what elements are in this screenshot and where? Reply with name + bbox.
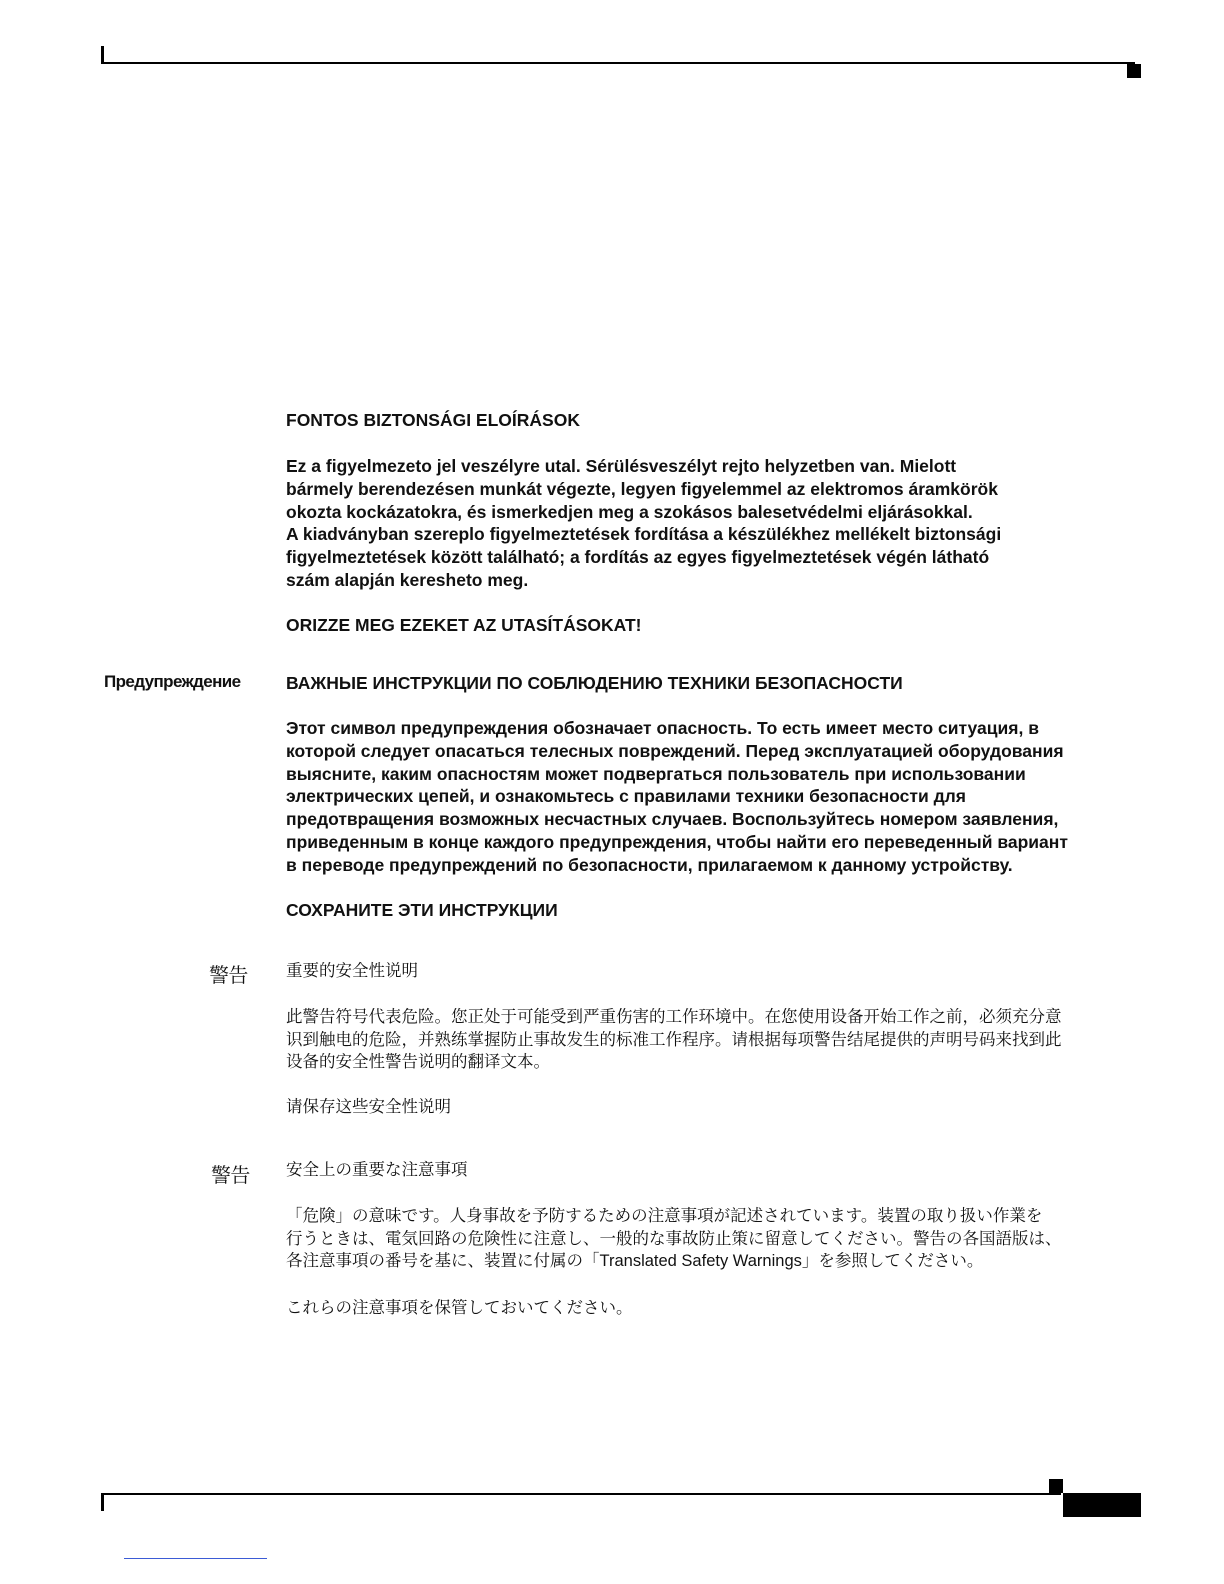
section-hungarian	[286, 409, 1136, 636]
section-japanese	[286, 1159, 1136, 1319]
warning-label-russian: Предупреждение	[104, 672, 241, 691]
body-line: bármely berendezésen munkát végezte, legyen figyelemmel az elektromos áramkörök	[286, 478, 998, 499]
section-footer: 请保存这些安全性说明	[286, 1097, 451, 1116]
page-number-tab	[1063, 1493, 1141, 1517]
body-line: электрических цепей, и ознакомьтесь с правилами техники безопасности для	[286, 786, 967, 807]
body-line: szám alapján kereshetо meg.	[286, 569, 529, 590]
body-line: okozta kockázatokra, és ismerkedjen meg a szokásos balesetvédelmi eljárásokkal.	[286, 501, 973, 522]
header-rule	[101, 62, 1135, 64]
section-footer: これらの注意事項を保管しておいてください。	[286, 1298, 633, 1317]
body-line: приведенным в конце каждого предупреждения, чтобы найти его переведенный вариант	[286, 831, 1068, 852]
body-line: 各注意事項の番号を基に、装置に付属の「Translated Safety Warnings」を参照してください。	[286, 1252, 984, 1270]
section-body	[286, 455, 1136, 592]
body-line: Ez a figyelmezeto jel veszélyre utal. Sérülésveszélyt rejto helyzetben van. Mielott	[286, 456, 957, 476]
section-body	[286, 1205, 1136, 1273]
body-line: 行うときは、電気回路の危険性に注意し、一般的な事故防止策に留意してください。警告の各国語版は、	[286, 1229, 1062, 1248]
section-body	[286, 717, 1136, 877]
body-line: которой следует опасаться телесных повреждений. Перед эксплуатацией оборудования	[286, 740, 1064, 761]
body-line: предотвращения возможных несчастных случаев. Воспользуйтесь номером заявления,	[286, 809, 1059, 830]
warning-label-japanese: 警告	[211, 1165, 250, 1187]
body-line: 「危険」の意味です。人身事故を予防するための注意事項が記述されています。装置の取り扱い作業を	[286, 1207, 1043, 1225]
header-corner-mark	[1127, 64, 1141, 78]
section-footer: СОХРАНИТЕ ЭТИ ИНСТРУКЦИИ	[286, 899, 558, 920]
body-line: в переводе предупреждений по безопасности, прилагаемом к данному устройству.	[286, 854, 1013, 875]
footer-corner-mark	[1049, 1479, 1063, 1493]
body-line: Этот символ предупреждения обозначает опасность. То есть имеет место ситуация, в	[286, 718, 1039, 738]
section-heading: FONTOS BIZTONSÁGI ELOÍRÁSOK	[286, 410, 580, 430]
body-line: figyelmeztetések között található; a fordítás az egyes figyelmeztetések végén látható	[286, 547, 990, 568]
section-body	[286, 1006, 1136, 1074]
warning-label-chinese: 警告	[209, 965, 248, 987]
section-chinese	[286, 960, 1136, 1118]
section-footer: ORIZZE MEG EZEKET AZ UTASÍTÁSOKAT!	[286, 614, 642, 635]
footer-tick-mark	[101, 1493, 104, 1511]
footer-rule	[101, 1493, 1061, 1495]
section-heading: 安全上の重要な注意事項	[286, 1161, 468, 1179]
body-line: A kiadványban szereplo figyelmeztetések fordítása a készülékhez mellékelt biztonsági	[286, 524, 1002, 545]
section-russian	[286, 672, 1136, 921]
body-line: 识到触电的危险，并熟练掌握防止事故发生的标准工作程序。请根据每项警告结尾提供的声明号码来找到此	[286, 1030, 1062, 1049]
body-line: 此警告符号代表危险。您正处于可能受到严重伤害的工作环境中。在您使用设备开始工作之前，必须充分意	[286, 1008, 1062, 1026]
body-line: выясните, каким опасностям может подвергаться пользователь при использовании	[286, 763, 1026, 784]
section-heading: ВАЖНЫЕ ИНСТРУКЦИИ ПО СОБЛЮДЕНИЮ ТЕХНИКИ БЕЗОПАСНОСТИ	[286, 673, 903, 693]
section-heading: 重要的安全性说明	[286, 962, 418, 980]
footer-link-underline[interactable]	[124, 1558, 267, 1559]
body-line: 设备的安全性警告说明的翻译文本。	[286, 1053, 550, 1071]
